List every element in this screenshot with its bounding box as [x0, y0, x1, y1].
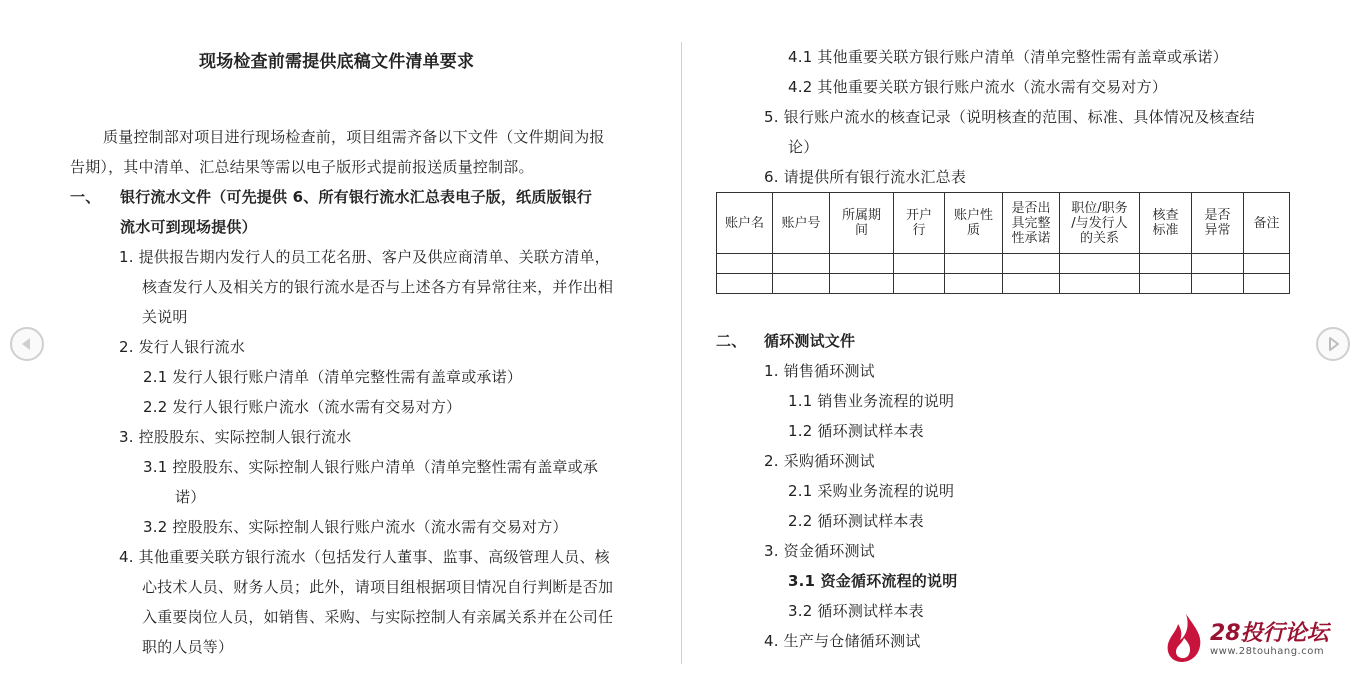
item-2: 2. 发行人银行流水 [119, 338, 246, 356]
table-header-cell: 职位/职务 /与发行人 的关系 [1060, 193, 1140, 254]
table-header-cell: 是否出 具完整 性承诺 [1003, 193, 1060, 254]
cycle-item-1-1: 1.1 销售业务流程的说明 [788, 392, 955, 410]
table-header-cell: 开户 行 [894, 193, 945, 254]
table-header-cell: 账户性 质 [945, 193, 1003, 254]
watermark-logo [1164, 612, 1344, 662]
chevron-left-icon [12, 329, 42, 359]
cycle-item-2: 2. 采购循环测试 [764, 452, 875, 470]
section1-heading-line-1: 银行流水文件（可先提供 6、所有银行流水汇总表电子版，纸质版银行 [120, 188, 593, 206]
table-cell [1192, 254, 1244, 274]
intro-line-1: 质量控制部对项目进行现场检查前，项目组需齐备以下文件（文件期间为报 [103, 128, 605, 146]
table-cell [1244, 274, 1290, 294]
table-cell [1244, 254, 1290, 274]
table-header-cell: 账户号 [773, 193, 830, 254]
table-cell [717, 274, 773, 294]
item-4-line-2: 心技术人员、财务人员；此外，请项目组根据项目情况自行判断是否加 [142, 578, 614, 596]
table-cell [1060, 254, 1140, 274]
cycle-item-3-1: 3.1 资金循环流程的说明 [788, 572, 958, 590]
item-4-1: 4.1 其他重要关联方银行账户清单（清单完整性需有盖章或承诺） [788, 48, 1228, 66]
item-4-line-4: 职的人员等） [142, 638, 234, 656]
item-2-2: 2.2 发行人银行账户流水（流水需有交易对方） [143, 398, 462, 416]
item-4-line-1: 4. 其他重要关联方银行流水（包括发行人董事、监事、高级管理人员、核 [119, 548, 610, 566]
table-header-cell: 是否 异常 [1192, 193, 1244, 254]
cycle-item-3: 3. 资金循环测试 [764, 542, 875, 560]
item-6: 6. 请提供所有银行流水汇总表 [764, 168, 967, 186]
document-title: 现场检查前需提供底稿文件清单要求 [199, 52, 475, 72]
document-page-left [0, 0, 682, 688]
section1-number: 一、 [70, 188, 101, 206]
item-3-1-line-1: 3.1 控股股东、实际控制人银行账户清单（清单完整性需有盖章或承 [143, 458, 599, 476]
table-cell [1003, 254, 1060, 274]
table-header-cell: 核查 标准 [1140, 193, 1192, 254]
section1-heading-line-2: 流水可到现场提供） [120, 218, 257, 236]
table-cell [1140, 274, 1192, 294]
table-header-cell: 账户名 [717, 193, 773, 254]
table-cell [894, 254, 945, 274]
table-row [717, 254, 1290, 274]
table-cell [1003, 274, 1060, 294]
table-row [717, 274, 1290, 294]
prev-page-button[interactable] [10, 327, 44, 361]
watermark-brand: 28投行论坛 [1210, 621, 1329, 646]
table-cell [945, 254, 1003, 274]
bank-statement-summary-table [716, 192, 1290, 294]
document-page-right [683, 0, 1366, 688]
cycle-item-1-2: 1.2 循环测试样本表 [788, 422, 924, 440]
item-3-2: 3.2 控股股东、实际控制人银行账户流水（流水需有交易对方） [143, 518, 568, 536]
watermark-url: www.28touhang.com [1210, 646, 1325, 657]
section2-number: 二、 [716, 332, 747, 350]
table-cell [717, 254, 773, 274]
item-5-line-2: 论） [788, 138, 819, 156]
table-cell [1060, 274, 1140, 294]
item-2-1: 2.1 发行人银行账户清单（清单完整性需有盖章或承诺） [143, 368, 523, 386]
table-header-row [717, 193, 1290, 254]
page-divider [681, 42, 682, 664]
table-header-cell: 备注 [1244, 193, 1290, 254]
next-page-button[interactable] [1316, 327, 1350, 361]
cycle-item-4: 4. 生产与仓储循环测试 [764, 632, 921, 650]
table-cell [773, 274, 830, 294]
table-cell [773, 254, 830, 274]
item-4-2: 4.2 其他重要关联方银行账户流水（流水需有交易对方） [788, 78, 1168, 96]
table-cell [830, 254, 894, 274]
cycle-item-3-2: 3.2 循环测试样本表 [788, 602, 924, 620]
table-cell [830, 274, 894, 294]
cycle-item-2-1: 2.1 采购业务流程的说明 [788, 482, 955, 500]
item-1-line-2: 核查发行人及相关方的银行流水是否与上述各方有异常往来，并作出相 [142, 278, 614, 296]
cycle-item-2-2: 2.2 循环测试样本表 [788, 512, 924, 530]
play-right-icon [1318, 329, 1348, 359]
item-3: 3. 控股股东、实际控制人银行流水 [119, 428, 352, 446]
intro-line-2: 告期），其中清单、汇总结果等需以电子版形式提前报送质量控制部。 [70, 158, 534, 176]
item-5-line-1: 5. 银行账户流水的核查记录（说明核查的范围、标准、具体情况及核查结 [764, 108, 1255, 126]
table-cell [1140, 254, 1192, 274]
cycle-item-1: 1. 销售循环测试 [764, 362, 875, 380]
item-1-line-3: 关说明 [142, 308, 188, 326]
table-header-cell: 所属期 间 [830, 193, 894, 254]
flame-icon [1164, 612, 1206, 664]
table-cell [945, 274, 1003, 294]
table-cell [1192, 274, 1244, 294]
table-cell [894, 274, 945, 294]
item-1-line-1: 1. 提供报告期内发行人的员工花名册、客户及供应商清单、关联方清单， [119, 248, 610, 266]
item-3-1-line-2: 诺） [175, 488, 206, 506]
section2-heading: 循环测试文件 [764, 332, 856, 350]
item-4-line-3: 入重要岗位人员，如销售、采购、与实际控制人有亲属关系并在公司任 [142, 608, 614, 626]
